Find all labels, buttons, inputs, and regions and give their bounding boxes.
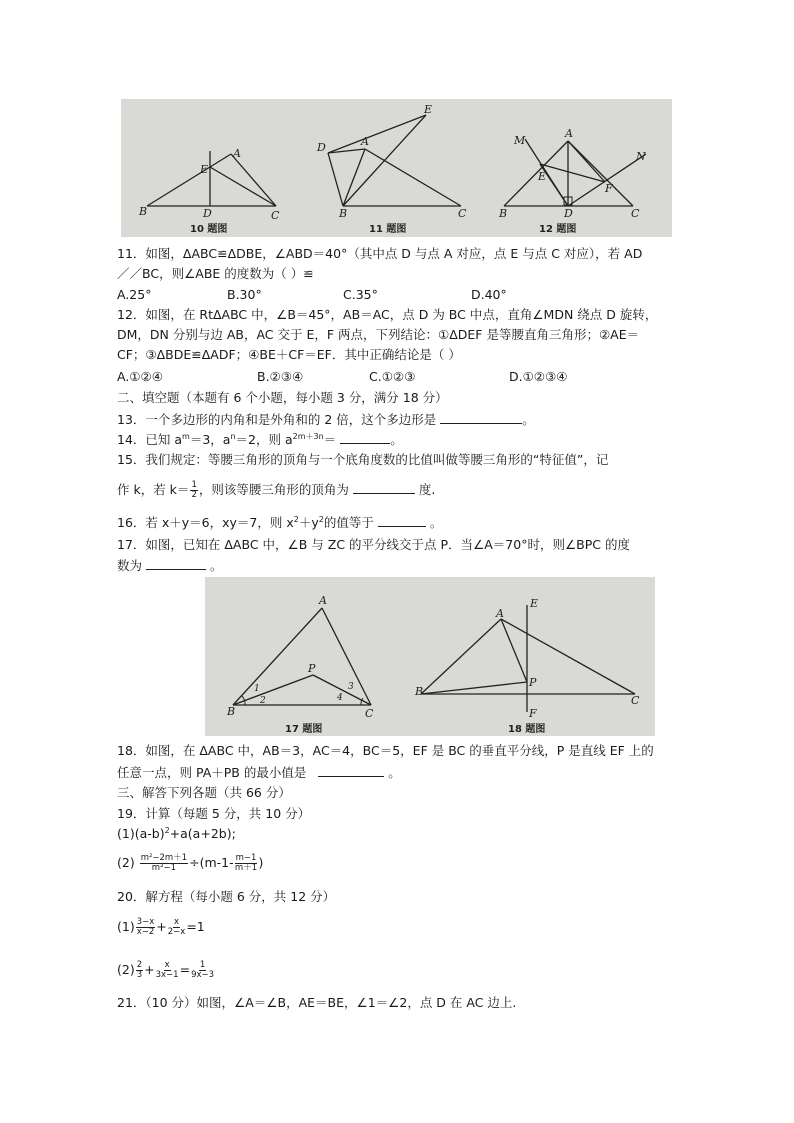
q12-line1: 12．如图，在 RtΔABC 中，∠B＝45°，AB＝AC，点 D 为 BC 中点，直角∠MDN 绕点 D 旋转，: [117, 307, 658, 322]
text-span: 14．已知 a: [117, 432, 183, 447]
text-span: [168, 918, 186, 937]
figure-label: P: [308, 662, 316, 675]
q20-eq1: [117, 918, 717, 937]
q11-line1: 11．如图，ΔABC≌ΔDBE，∠ABD＝40°（其中点 D 与点 A 对应，点 E 与点 C 对应），若 AD: [117, 246, 643, 261]
text-span: x: [164, 960, 170, 970]
superscript: m: [182, 431, 190, 441]
text-span: [136, 961, 143, 980]
q12-options: [117, 369, 717, 385]
text-span: ，则该等腰三角形的顶角为: [198, 482, 349, 497]
text-span: 度.: [418, 482, 436, 497]
text-span: 2−x: [167, 927, 186, 937]
figure-line: [328, 115, 426, 153]
figure-line: [421, 682, 527, 694]
figure-strip-10-12: [121, 99, 672, 237]
text-span: 。: [429, 515, 443, 530]
text-span: 1: [191, 480, 197, 490]
text-span: [191, 961, 214, 980]
figure-label: M: [514, 134, 526, 147]
text-span: 作 k，若 k＝: [117, 482, 190, 497]
figure-label: 2: [260, 696, 266, 706]
q16: [117, 514, 717, 531]
text-span: m²−1: [151, 863, 177, 873]
figure-label: B: [499, 207, 508, 220]
q12-option-d: D.①②③④: [509, 369, 568, 384]
figure-line: [568, 154, 646, 206]
q19-part1: [117, 826, 717, 842]
fig11-caption: 11 题图: [369, 224, 407, 235]
q11-line2: ／／BC，则∠ABE 的度数为（ ）≌: [117, 266, 314, 281]
figure-strip-17-18: [205, 577, 655, 736]
figure-label: C: [365, 707, 374, 720]
figure-line: [322, 608, 371, 705]
q15-line1: 15．我们规定：等腰三角形的顶角与一个底角度数的比值叫做等腰三角形的“特征值”，记: [117, 452, 609, 467]
figure-label: C: [631, 207, 640, 220]
fig18-caption: 18 题图: [508, 724, 546, 735]
text-span: ＝2，则 a: [235, 432, 293, 447]
q15-line2: [117, 481, 717, 500]
figure-label: F: [529, 707, 537, 720]
figure-line: [421, 619, 501, 694]
q11-option-b: B.30°: [227, 287, 262, 302]
q11-option-c: C.35°: [343, 287, 378, 302]
q18-line1: 18．如图，在 ΔABC 中，AB＝3，AC＝4，BC＝5，EF 是 BC 的垂直平分线，P 是直线 EF 上的: [117, 743, 654, 758]
figure-label: A: [233, 147, 241, 160]
q18-line2: [117, 764, 717, 781]
superscript: 2: [164, 825, 170, 835]
figure-label: 4: [337, 693, 343, 703]
q17-answer-blank[interactable]: [146, 557, 206, 570]
text-span: (2): [117, 855, 135, 870]
text-span: [235, 854, 258, 873]
figure-label: B: [415, 685, 424, 698]
text-span: 的值等于: [323, 515, 374, 530]
figure-label: A: [565, 127, 573, 140]
q19-part2: [117, 854, 717, 873]
fig10-caption: 10 题图: [190, 224, 228, 235]
q11-option-a: A.25°: [117, 287, 152, 302]
figure-label: D: [564, 207, 573, 220]
figure-label: C: [271, 209, 280, 222]
superscript: 2: [318, 514, 324, 524]
fig10-label-b: B: [139, 205, 148, 218]
figure-label: 1: [254, 684, 260, 694]
q19-title: 19．计算（每题 5 分，共 10 分）: [117, 806, 311, 821]
text-span: 2: [136, 960, 143, 970]
text-span: x−2: [136, 927, 155, 937]
text-span: 3−x: [136, 917, 155, 927]
figure-line: [501, 619, 527, 682]
q16-answer-blank[interactable]: [378, 514, 426, 527]
figure-label: E: [530, 597, 539, 610]
q12-line3: CF；③ΔBDE≌ΔADF；④BE＋CF＝EF．其中正确结论是（ ）: [117, 347, 461, 362]
figure-label: E: [200, 163, 209, 176]
q18-answer-blank[interactable]: [318, 764, 384, 777]
figure-label: A: [361, 135, 369, 148]
q12-option-b: B.②③④: [257, 369, 304, 384]
figure-label: E: [538, 170, 547, 183]
figure-label: C: [458, 207, 467, 220]
figure-label: F: [605, 182, 613, 195]
figure-label: D: [203, 207, 212, 220]
text-span: 数为: [117, 558, 143, 573]
section-3-heading: 三、解答下列各题（共 66 分）: [117, 785, 291, 800]
fig10-line-ac: [231, 154, 276, 206]
q13-answer-blank[interactable]: [440, 411, 522, 424]
text-span: [156, 961, 179, 980]
superscript: 2: [293, 514, 299, 524]
figure-line: [504, 141, 568, 206]
text-span: 13．一个多边形的内角和是外角和的 2 倍，这个多边形是: [117, 412, 437, 427]
figure-line: [568, 141, 633, 206]
text-span: 9x−3: [191, 970, 215, 980]
q13: [117, 411, 717, 428]
text-span: 16．若 x＋y＝6，xy＝7，则 x: [117, 515, 294, 530]
q11-options: [117, 287, 717, 303]
q14: [117, 431, 717, 448]
figure-line: [568, 141, 605, 182]
text-span: 1: [199, 960, 206, 970]
text-span: =1: [186, 919, 205, 934]
text-span: m＋1: [234, 863, 258, 873]
fig17-caption: 17 题图: [285, 724, 323, 735]
figure-label: B: [227, 705, 236, 718]
figure-line: [343, 149, 365, 206]
figure-line: [233, 608, 322, 705]
figure-label: A: [496, 607, 504, 620]
q15-fraction: [190, 481, 197, 500]
q12-line2: DM，DN 分别与边 AB，AC 交于 E，F 两点，下列结论：①ΔDEF 是等腰直角三角形；②AE＝: [117, 327, 640, 342]
text-span: 2: [191, 490, 197, 500]
figure-label: P: [529, 676, 537, 689]
text-span: ＋y: [298, 515, 319, 530]
text-span: 。: [388, 765, 401, 780]
text-span: (1): [117, 919, 135, 934]
figure-label: 3: [348, 682, 354, 692]
q20-title: 20．解方程（每小题 6 分，共 12 分）: [117, 889, 336, 904]
q20-eq2: [117, 961, 717, 980]
figure-label: C: [631, 694, 640, 707]
text-span: ): [258, 855, 264, 870]
text-span: (2): [117, 962, 135, 977]
text-span: +a(a+2b);: [169, 826, 236, 841]
q14-answer-blank[interactable]: [340, 431, 390, 444]
fig10-line-ba: [147, 154, 231, 206]
text-span: ÷(m-1-: [189, 855, 234, 870]
figure-line: [361, 698, 363, 705]
text-span: (1)(a-b): [117, 826, 165, 841]
text-span: m²−2m＋1: [140, 853, 188, 863]
text-span: [140, 854, 188, 873]
figure-label: E: [424, 103, 433, 116]
figure-label: N: [636, 150, 646, 163]
q15-answer-blank[interactable]: [353, 481, 415, 494]
text-span: 3x−1: [155, 970, 179, 980]
q12-option-a: A.①②④: [117, 369, 163, 384]
q17-line1: 17．如图，已知在 ΔABC 中，∠B 与 ZC 的平分线交于点 P．当∠A＝70°时，则∠BPC 的度: [117, 537, 630, 552]
figure-line: [343, 115, 426, 206]
text-span: 。: [390, 432, 403, 447]
text-span: [136, 918, 156, 937]
text-span: 3: [136, 970, 143, 980]
text-span: 任意一点，则 PA＋PB 的最小值是: [117, 765, 307, 780]
q12-option-c: C.①②③: [369, 369, 416, 384]
fig12-caption: 12 题图: [539, 224, 577, 235]
figure-label: D: [317, 141, 326, 154]
q21-text: 21．（10 分）如图，∠A＝∠B，AE＝BE，∠1＝∠2，点 D 在 AC 边上.: [117, 995, 517, 1010]
text-span: ＝3，a: [189, 432, 231, 447]
fig10-line-ec: [210, 167, 276, 206]
figure-label: B: [339, 207, 348, 220]
text-span: +: [144, 962, 155, 977]
section-2-heading: 二、填空题（本题有 6 个小题，每小题 3 分，满分 18 分）: [117, 390, 448, 405]
q11-option-d: D.40°: [471, 287, 507, 302]
text-span: =: [179, 962, 191, 977]
text-span: 。: [209, 558, 223, 573]
text-span: ＝: [323, 432, 337, 447]
superscript: n: [230, 431, 236, 441]
text-span: +: [156, 919, 167, 934]
figure-line: [365, 149, 461, 206]
superscript: 2m＋3n: [292, 431, 324, 441]
text-span: 。: [522, 412, 535, 427]
figure-line: [328, 153, 343, 206]
q17-line2: [117, 557, 717, 574]
text-span: m−1: [235, 853, 257, 863]
text-span: x: [174, 917, 180, 927]
figure-label: A: [319, 594, 327, 607]
